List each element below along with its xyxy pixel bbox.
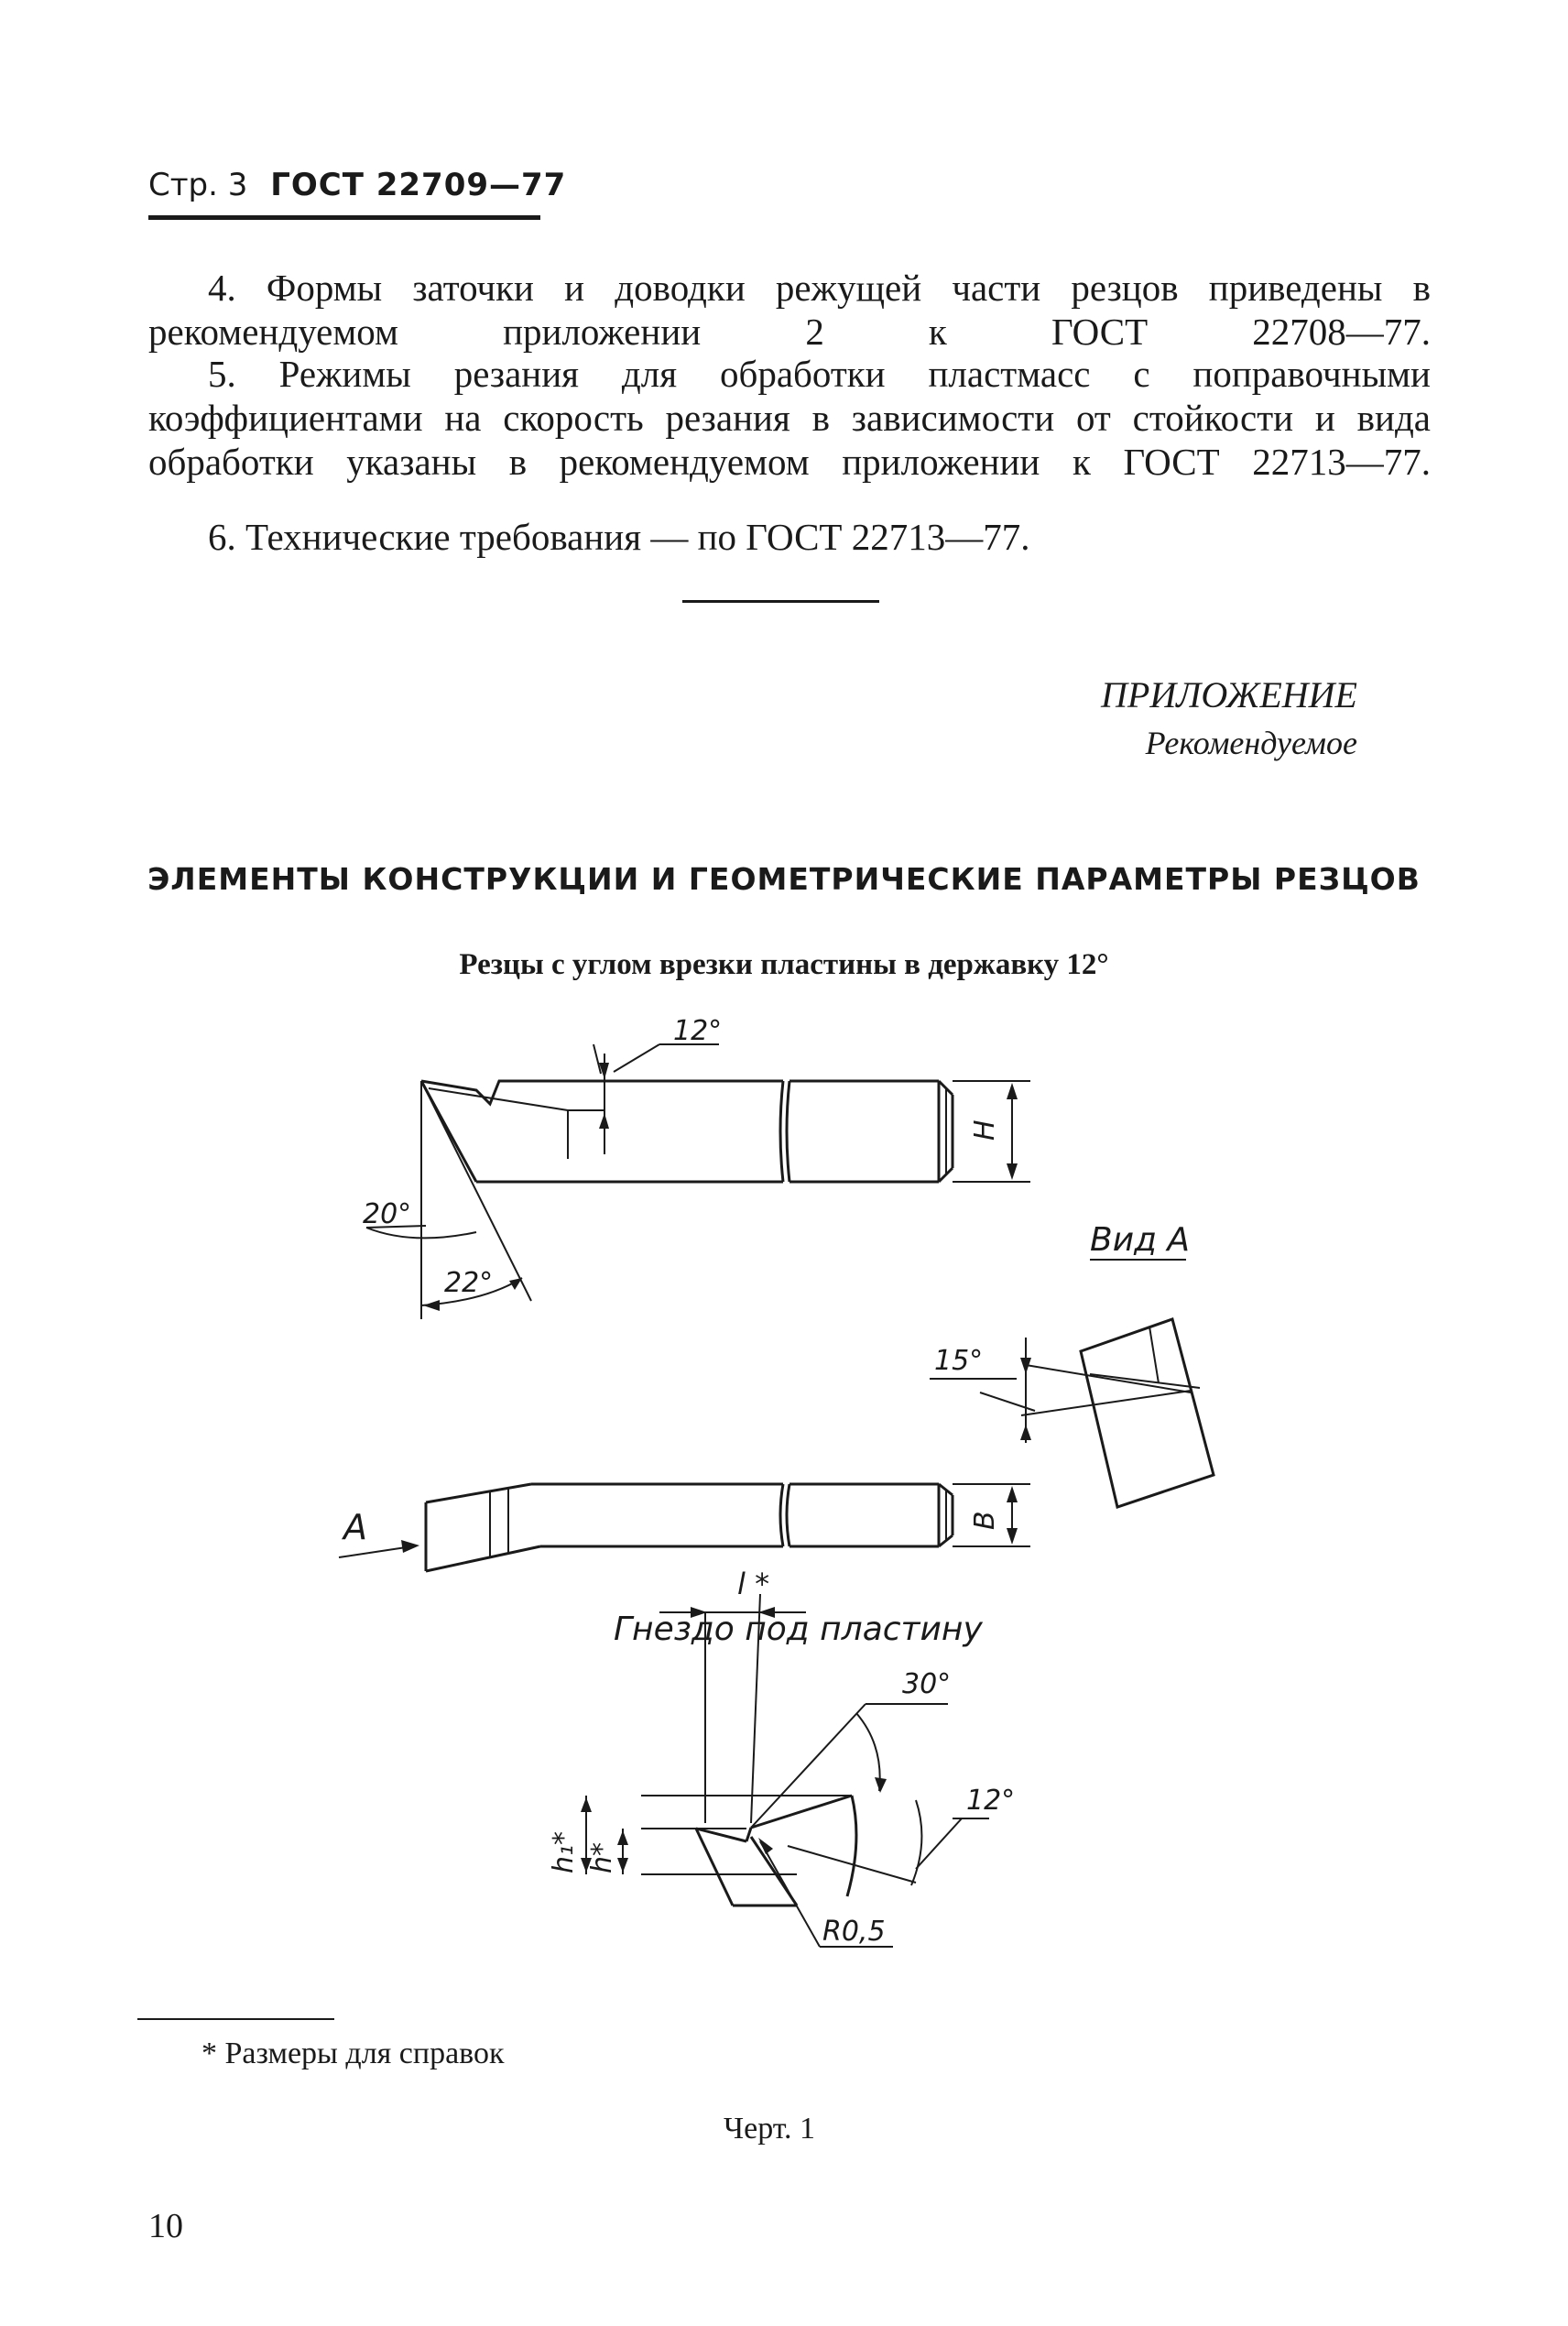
- label-angle-top: 12°: [673, 1015, 723, 1047]
- section-title: ЭЛЕМЕНТЫ КОНСТРУКЦИИ И ГЕОМЕТРИЧЕСКИЕ ПАРАМЕТРЫ РЕЗЦОВ: [147, 861, 1421, 897]
- figure-caption: Черт. 1: [724, 2112, 816, 2146]
- label-angle-15: 15°: [934, 1345, 984, 1377]
- label-angle-20: 20°: [363, 1198, 412, 1230]
- label-arrow-A: А: [343, 1507, 367, 1547]
- label-angle-30: 30°: [902, 1668, 952, 1700]
- paragraph-5: 5. Режимы резания для обработки пластмасс с поправочными коэффициентами на скорость резания в зависимости от стойкости и вида обработки указаны в рекомендуемом приложении к ГОСТ 22713—77.: [148, 353, 1431, 483]
- slot-caption: Гнездо под пластину: [614, 1611, 983, 1648]
- cutter-top-view: [339, 1484, 1030, 1571]
- figure-subtitle: Резцы с углом врезки пластины в державку 12°: [459, 948, 1109, 981]
- appendix-status: Рекомендуемое: [1145, 725, 1357, 761]
- footnote: * Размеры для справок: [201, 2037, 505, 2070]
- label-angle-22: 22°: [444, 1267, 494, 1299]
- view-a-drawing: [930, 1260, 1214, 1507]
- label-dim-l: l *: [737, 1567, 770, 1601]
- gost-number: ГОСТ 22709—77: [270, 167, 567, 203]
- page-number: 10: [148, 2207, 183, 2245]
- label-dim-h: h*: [586, 1841, 618, 1873]
- label-dim-H: H: [969, 1119, 1001, 1141]
- label-dim-h1: h₁*: [548, 1830, 580, 1873]
- page-label: Стр. 3: [148, 167, 248, 203]
- label-view-a: Вид А: [1090, 1221, 1191, 1259]
- paragraph-6: 6. Технические требования — по ГОСТ 22713—77.: [208, 516, 1030, 558]
- paragraph-4: 4. Формы заточки и доводки режущей части резцов приведены в рекомендуемом приложении 2 к ГОСТ 22708—77.: [148, 267, 1431, 353]
- label-angle-12b: 12°: [966, 1785, 1016, 1817]
- footnote-rule: [137, 2018, 334, 2020]
- appendix-label: ПРИЛОЖЕНИЕ: [1101, 674, 1357, 715]
- label-radius: R0,5: [822, 1916, 886, 1948]
- label-dim-B: B: [969, 1511, 1001, 1530]
